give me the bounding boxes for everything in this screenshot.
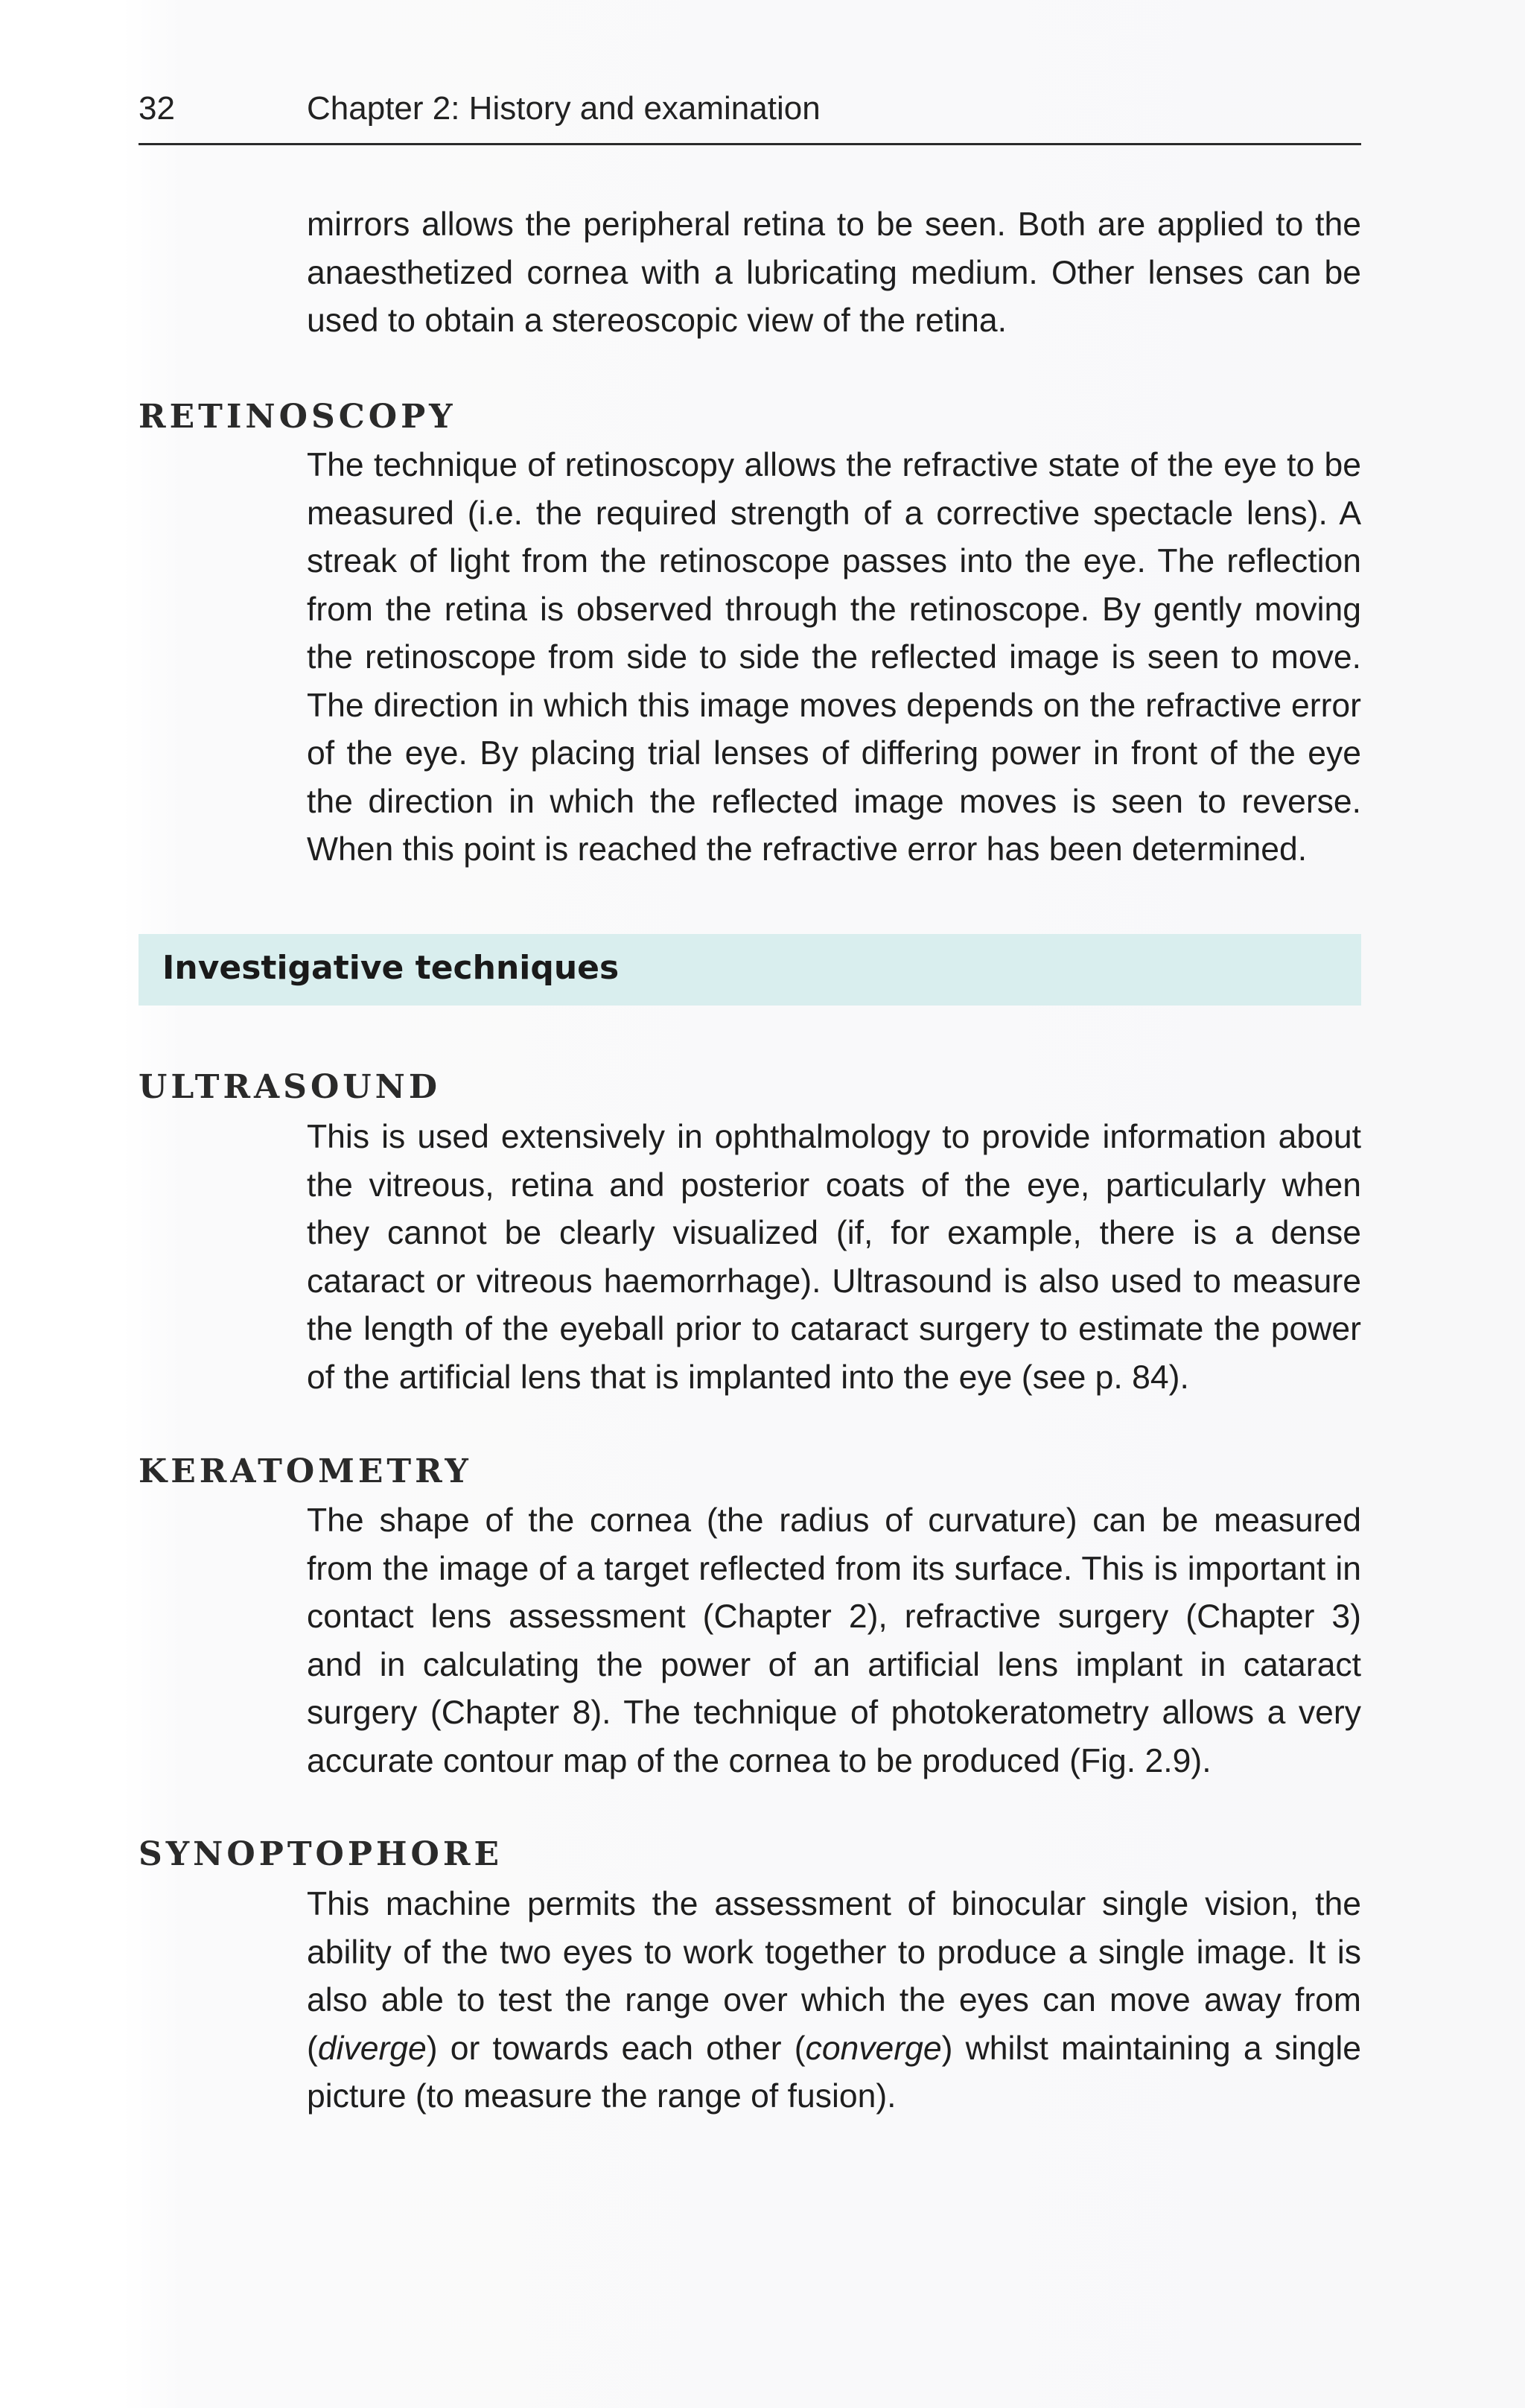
term-converge: converge: [805, 2030, 942, 2067]
keratometry-text: The shape of the cornea (the radius of curvature) can be measured from the image of a target reflected from its surface. This is important in contact lens assessment (Chapter 2), refractive surgery (Chapter 3) and in calculating the power of an artificial lens implant in cataract surgery (Chapter 8). The technique of photokeratometry allows a very accurate contour map of the cornea to be produced (Fig. 2.9).: [307, 1502, 1361, 1779]
keratometry-paragraph: [307, 1497, 1361, 1785]
page-header: [139, 83, 1361, 145]
synoptophore-heading: SYNOPTOPHORE: [139, 1835, 503, 1873]
ultrasound-paragraph: [307, 1114, 1361, 1402]
retinoscopy-paragraph: [307, 442, 1361, 874]
retinoscopy-text: The technique of retinoscopy allows the refractive state of the eye to be measured (i.e. the required strength of a corrective spectacle lens). A streak of light from the retinoscope passes into the eye. The reflection from the retina is observed through the retinoscope. By gently moving the retinoscope from side to side the reflected image is seen to move. The direction in which this image moves depends on the refractive error of the eye. By placing trial lenses of differing power in front of the eye the direction in which the reflected image moves is seen to reverse. When this point is reached the refractive error has been determined.: [307, 447, 1361, 868]
ultrasound-text: This is used extensively in ophthalmology to provide information about the vitreous, retina and posterior coats of the eye, particularly when they cannot be clearly visualized (if, for example, there is a dense cataract or vitreous haemorrhage). Ultrasound is also used to measure the length of the eyeball prior to cataract surgery to estimate the power of the artificial lens that is implanted into the eye (see p. 84).: [307, 1119, 1361, 1396]
synoptophore-text-part1: This machine permits the assessment of binocular single vision, the ability of the two eyes to work together to produce a single image. It is also able to test the range over which the eyes can move away from (: [307, 1886, 1361, 2067]
page-number: 32: [139, 90, 175, 127]
synoptophore-text: [307, 1881, 1361, 2121]
ultrasound-heading: ULTRASOUND: [139, 1068, 442, 1106]
retinoscopy-heading: RETINOSCOPY: [139, 398, 456, 436]
synoptophore-text-part2: ) or towards each other (: [426, 2030, 806, 2067]
intro-paragraph: [307, 201, 1361, 346]
keratometry-heading: KERATOMETRY: [139, 1452, 472, 1490]
intro-text: mirrors allows the peripheral retina to be seen. Both are applied to the anaesthetized cornea with a lubricating medium. Other lenses can be used to obtain a stereoscopic view of the retina.: [307, 206, 1361, 339]
running-head: Chapter 2: History and examination: [307, 90, 821, 127]
band-title: Investigative techniques: [162, 949, 620, 987]
synoptophore-text-part3: ) whilst maintaining a single picture (to measure the range of fusion).: [307, 2030, 1361, 2115]
section-band: [139, 934, 1361, 1006]
term-diverge: diverge: [317, 2030, 427, 2067]
synoptophore-paragraph: [307, 1881, 1361, 2121]
